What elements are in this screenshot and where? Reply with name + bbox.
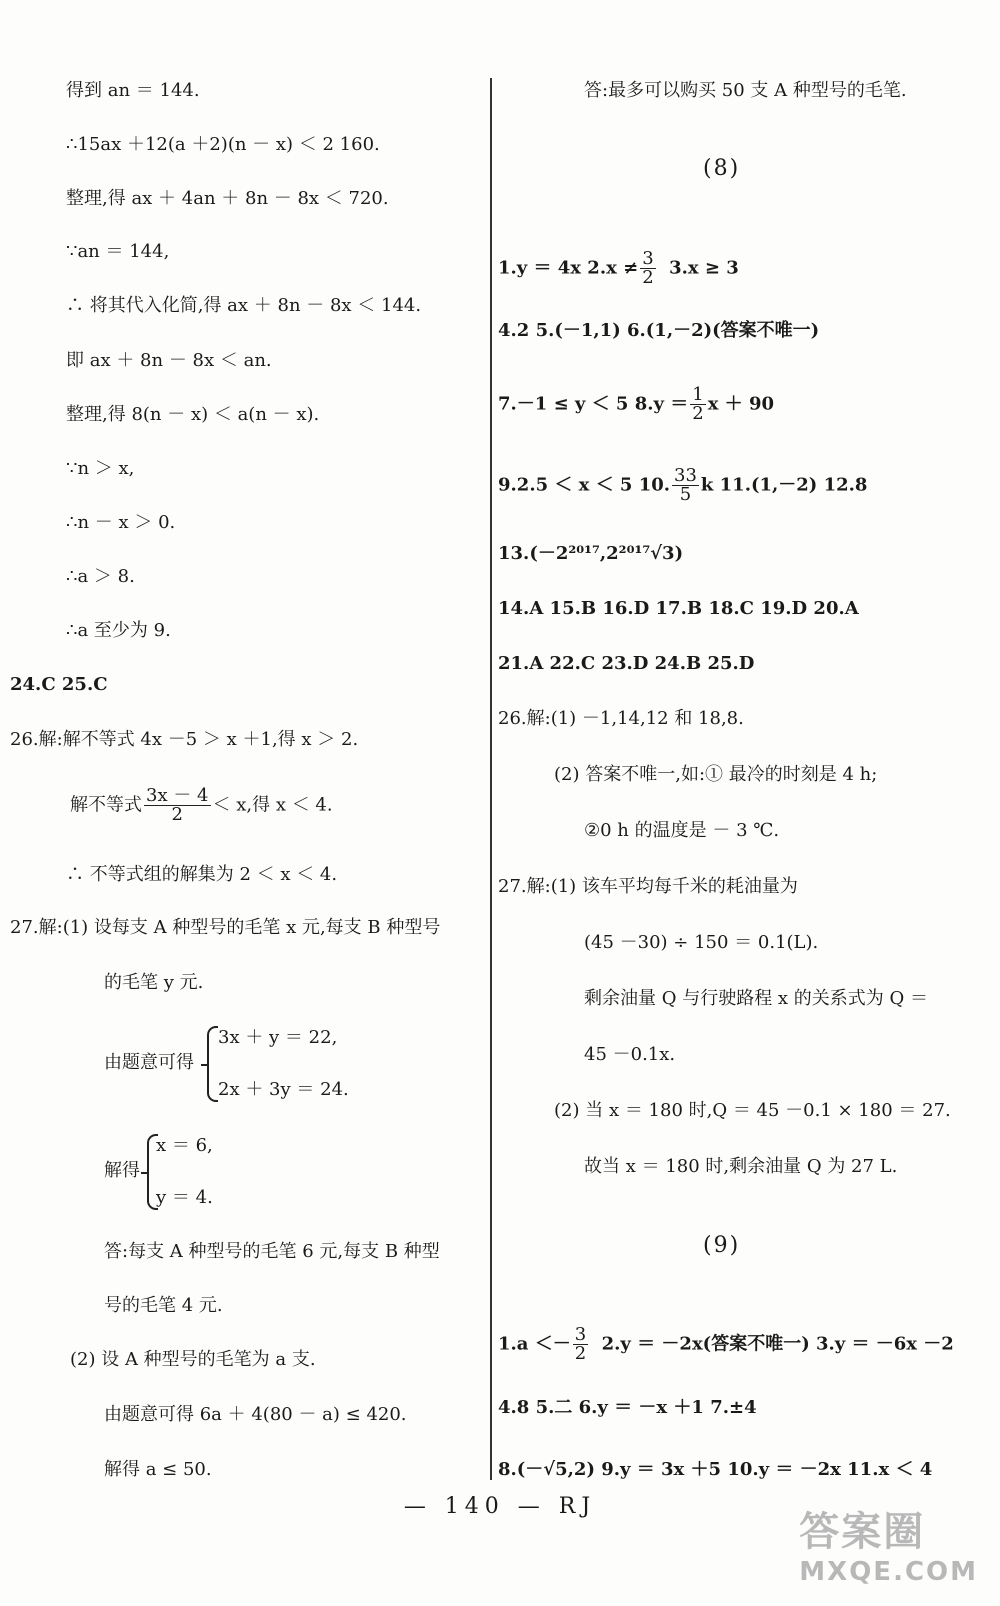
line: ∴a 至少为 9.	[66, 620, 171, 641]
answer-line: 21.A 22.C 23.D 24.B 25.D	[498, 653, 755, 674]
line: 解得	[104, 1160, 140, 1181]
line: ②0 h 的温度是 － 3 ℃.	[584, 820, 780, 841]
denominator: 5	[679, 484, 692, 505]
line: ∴n － x ＞ 0.	[66, 512, 176, 533]
page-number: — 140 — RJ	[403, 1494, 597, 1519]
line: 故当 x ＝ 180 时,剩余油量 Q 为 27 L.	[584, 1156, 898, 1177]
numerator: 1	[692, 384, 704, 405]
text: ＜ x,得 x ＜ 4.	[212, 794, 333, 816]
problem-26: 26.解:(1) －1,14,12 和 18,8.	[498, 708, 744, 729]
answer-line: 24.C 25.C	[10, 674, 108, 695]
text: 3.x ≥ 3	[669, 257, 739, 279]
problem-27: 27.解:(1) 设每支 A 种型号的毛笔 x 元,每支 B 种型号	[10, 917, 441, 938]
text: x ＋ 90	[707, 393, 775, 415]
numerator: 33	[674, 465, 697, 486]
fraction	[690, 386, 705, 423]
equation: y ＝ 4.	[156, 1187, 213, 1208]
text: k 11.(1,－2) 12.8	[700, 474, 868, 496]
answer-line	[498, 1326, 954, 1363]
line: 得到 an ＝ 144.	[66, 80, 200, 101]
problem-27: 27.解:(1) 该车平均每千米的耗油量为	[498, 876, 798, 897]
fraction	[640, 250, 655, 287]
column-divider	[490, 78, 492, 1480]
answer-line	[498, 467, 867, 504]
section-title-9: (9)	[703, 1233, 741, 1258]
line: 答:每支 A 种型号的毛笔 6 元,每支 B 种型	[104, 1241, 440, 1262]
section-title-8: (8)	[703, 156, 741, 181]
equation: 2x ＋ 3y ＝ 24.	[218, 1079, 349, 1100]
watermark-logo: 答案圈	[799, 1509, 926, 1555]
watermark-url: MXQE.COM	[799, 1557, 978, 1587]
text: 9.2.5 ＜ x ＜ 5 10.	[498, 474, 671, 496]
numerator: 3x － 4	[146, 785, 209, 806]
answer-line: 4.2 5.(－1,1) 6.(1,－2)(答案不唯一)	[498, 320, 820, 341]
fraction	[573, 1326, 588, 1363]
line: ∴ 不等式组的解集为 2 ＜ x ＜ 4.	[66, 864, 338, 885]
fraction	[144, 787, 211, 824]
equation: x ＝ 6,	[156, 1135, 213, 1156]
line: (2) 当 x ＝ 180 时,Q ＝ 45 －0.1 × 180 ＝ 27.	[554, 1100, 951, 1121]
answer-line: 4.8 5.二 6.y ＝ －x ＋1 7.±4	[498, 1397, 757, 1418]
line: 的毛笔 y 元.	[104, 972, 204, 993]
answer-line: 8.(－√5,2) 9.y ＝ 3x ＋5 10.y ＝ －2x 11.x ＜ 4	[498, 1459, 933, 1480]
text: 1.a ＜－	[498, 1333, 571, 1355]
problem-26: 26.解:解不等式 4x －5 ＞ x ＋1,得 x ＞ 2.	[10, 729, 359, 750]
line: 整理,得 ax ＋ 4an ＋ 8n － 8x ＜ 720.	[66, 188, 389, 209]
line: 由题意可得 6a ＋ 4(80 － a) ≤ 420.	[104, 1404, 407, 1425]
answer-line: 13.(－2²⁰¹⁷,2²⁰¹⁷√3)	[498, 543, 684, 564]
line: 解得 a ≤ 50.	[104, 1459, 212, 1480]
line: (2) 设 A 种型号的毛笔为 a 支.	[70, 1349, 316, 1370]
line: ∵n ＞ x,	[66, 458, 135, 479]
text: 解不等式	[70, 794, 142, 816]
denominator: 2	[171, 804, 183, 825]
line: (2) 答案不唯一,如:① 最冷的时刻是 4 h;	[554, 764, 878, 785]
inequality-line	[70, 787, 333, 824]
answer-line	[498, 386, 774, 423]
denominator: 2	[642, 267, 654, 288]
line: 号的毛笔 4 元.	[104, 1295, 223, 1316]
text: 2.y ＝ －2x(答案不唯一) 3.y ＝ －6x －2	[601, 1333, 954, 1355]
line: ∵an ＝ 144,	[66, 241, 170, 262]
fraction	[672, 467, 699, 504]
answer-line	[498, 250, 739, 287]
numerator: 3	[574, 1324, 587, 1345]
watermark	[799, 1500, 978, 1587]
answer-line: 14.A 15.B 16.D 17.B 18.C 19.D 20.A	[498, 598, 859, 619]
text: 1.y ＝ 4x 2.x ≠	[498, 257, 639, 279]
numerator: 3	[642, 248, 654, 269]
line: 45 －0.1x.	[584, 1044, 676, 1065]
line: 由题意可得	[104, 1052, 194, 1073]
line: ∴a ＞ 8.	[66, 566, 135, 587]
brace-icon	[207, 1026, 218, 1102]
line: ∴15ax ＋12(a ＋2)(n － x) ＜ 2 160.	[66, 134, 380, 155]
denominator: 2	[574, 1343, 587, 1364]
text: 7.－1 ≤ y ＜ 5 8.y ＝	[498, 393, 689, 415]
line: (45 －30) ÷ 150 ＝ 0.1(L).	[584, 932, 819, 953]
line: 即 ax ＋ 8n － 8x ＜ an.	[66, 350, 272, 371]
line: 答:最多可以购买 50 支 A 种型号的毛笔.	[584, 80, 907, 101]
line: 剩余油量 Q 与行驶路程 x 的关系式为 Q ＝	[584, 988, 928, 1009]
denominator: 2	[692, 403, 704, 424]
line: 整理,得 8(n － x) ＜ a(n － x).	[66, 404, 320, 425]
equation: 3x ＋ y ＝ 22,	[218, 1027, 338, 1048]
line: ∴ 将其代入化简,得 ax ＋ 8n － 8x ＜ 144.	[66, 295, 422, 316]
